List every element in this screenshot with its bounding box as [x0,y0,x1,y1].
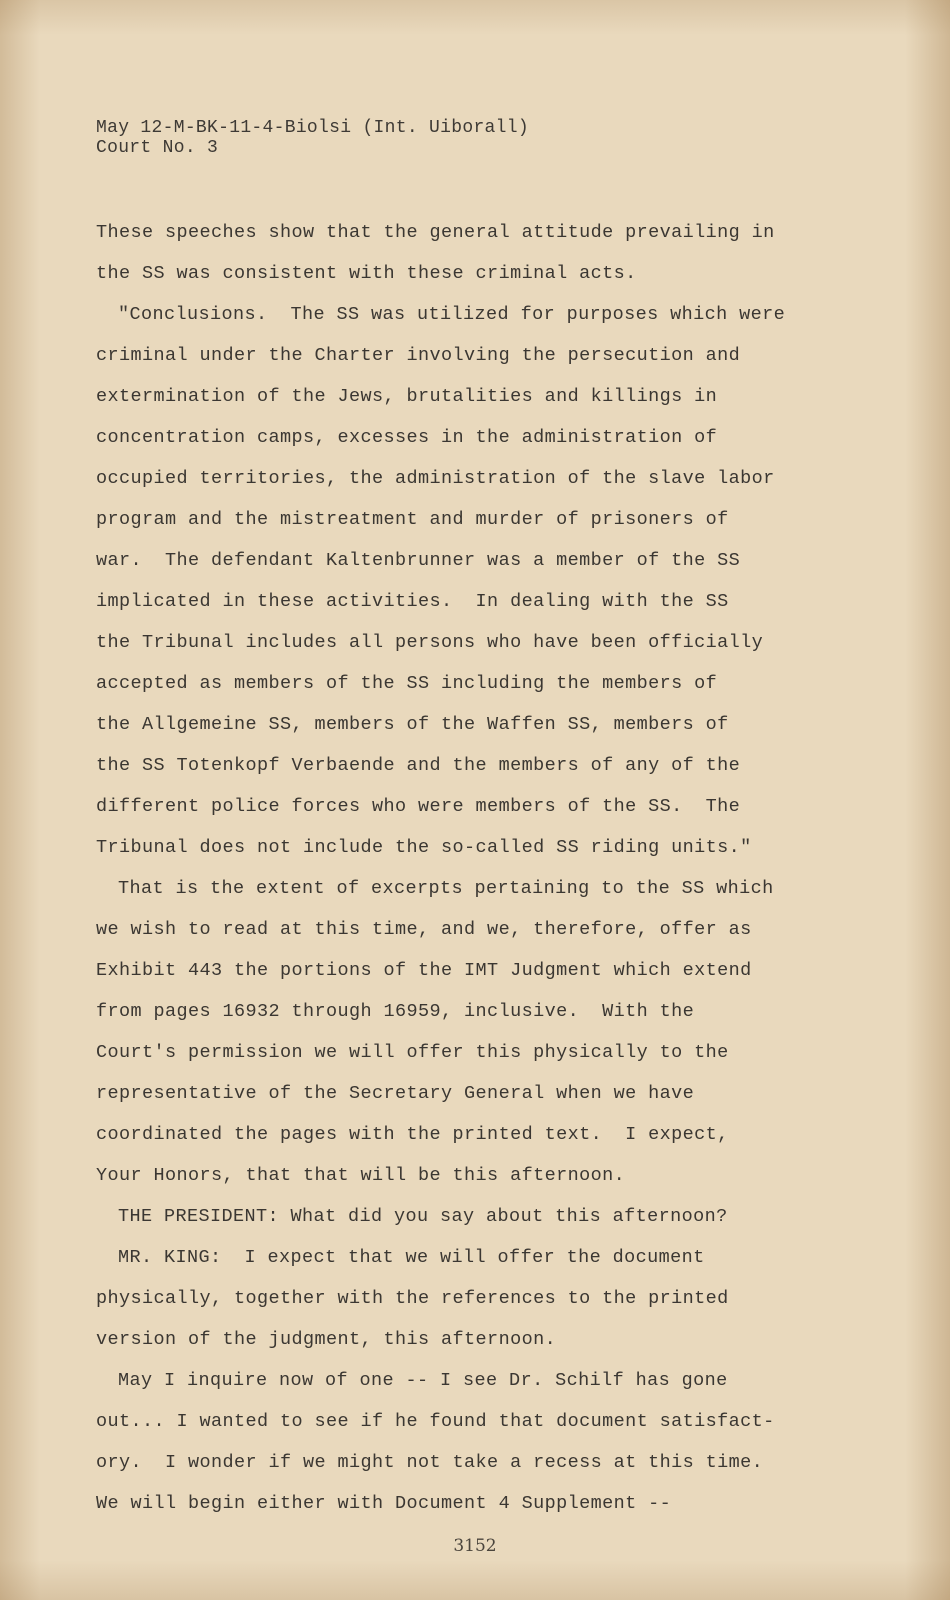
transcript-line: concentration camps, excesses in the administration of [96,427,718,448]
transcript-line: Exhibit 443 the portions of the IMT Judgment which extend [96,960,752,981]
transcript-line: war. The defendant Kaltenbrunner was a member of the SS [96,550,741,571]
transcript-line: accepted as members of the SS including the members of [96,673,718,694]
transcript-line: "Conclusions. The SS was utilized for purposes which were [118,304,786,325]
document-header [96,118,529,158]
transcript-line: program and the mistreatment and murder of prisoners of [96,509,729,530]
transcript-line: different police forces who were members of the SS. The [96,796,741,817]
transcript-line: Tribunal does not include the so-called SS riding units." [96,837,752,858]
transcript-line: representative of the Secretary General when we have [96,1083,695,1104]
transcript-line: we wish to read at this time, and we, therefore, offer as [96,919,752,940]
transcript-line: Your Honors, that that will be this afternoon. [96,1165,626,1186]
transcript-line: version of the judgment, this afternoon. [96,1329,557,1350]
transcript-line: out... I wanted to see if he found that document satisfact- [96,1411,775,1432]
page-number: 3152 [453,1536,497,1556]
header-court: Court No. 3 [96,138,219,158]
transcript-line: THE PRESIDENT: What did you say about this afternoon? [118,1206,728,1227]
transcript-line: physically, together with the references to the printed [96,1288,729,1309]
transcript-line: the Tribunal includes all persons who have been officially [96,632,764,653]
transcript-line: We will begin either with Document 4 Supplement -- [96,1493,672,1514]
header-reference: May 12-M-BK-11-4-Biolsi (Int. Uiborall) [96,118,529,138]
transcript-line: criminal under the Charter involving the persecution and [96,345,741,366]
transcript-line: occupied territories, the administration of the slave labor [96,468,775,489]
transcript-line: coordinated the pages with the printed text. I expect, [96,1124,729,1145]
transcript-line: the SS Totenkopf Verbaende and the members of any of the [96,755,741,776]
transcript-line: MR. KING: I expect that we will offer the document [118,1247,705,1268]
transcript-line: implicated in these activities. In dealing with the SS [96,591,729,612]
transcript-line: May I inquire now of one -- I see Dr. Schilf has gone [118,1370,728,1391]
transcript-body [96,212,856,1524]
transcript-line: These speeches show that the general attitude prevailing in [96,222,775,243]
transcript-line: the SS was consistent with these criminal acts. [96,263,637,284]
transcript-line: Court's permission we will offer this physically to the [96,1042,729,1063]
transcript-line: from pages 16932 through 16959, inclusive. With the [96,1001,695,1022]
transcript-line: ory. I wonder if we might not take a recess at this time. [96,1452,764,1473]
transcript-line: extermination of the Jews, brutalities and killings in [96,386,718,407]
transcript-line: the Allgemeine SS, members of the Waffen SS, members of [96,714,729,735]
transcript-line: That is the extent of excerpts pertaining to the SS which [118,878,774,899]
